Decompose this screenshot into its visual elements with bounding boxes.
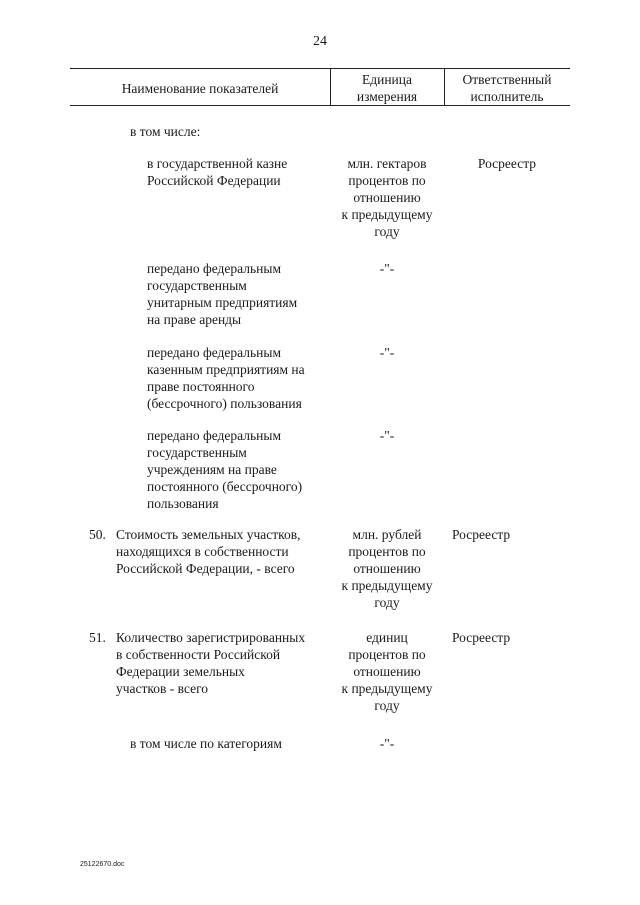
row51-unit-5: году (374, 698, 400, 713)
row52-name: в том числе по категориям (130, 736, 282, 751)
row4-name-3: учреждениям на праве (147, 462, 277, 477)
row50-unit-4: к предыдущему (341, 578, 433, 593)
col-name-header: Наименование показателей (121, 81, 279, 96)
row51-exec: Росреестр (452, 630, 511, 645)
row2-name-4: на праве аренды (147, 312, 242, 327)
row3-name-4: (бессрочного) пользования (147, 396, 302, 411)
row4-name-1: передано федеральным (147, 428, 282, 443)
row51-name-3: Федерации земельных (116, 664, 245, 679)
col-exec-header-line1: Ответственный (462, 72, 552, 87)
row51-name-2: в собственности Российской (116, 647, 281, 662)
header-bottom-rule (70, 105, 570, 106)
row1-unit-4: к предыдущему (341, 207, 433, 222)
row50-number: 50. (89, 527, 106, 542)
row50-name-1: Стоимость земельных участков, (116, 527, 301, 542)
row2-unit: -"- (379, 261, 395, 276)
row1-exec: Росреестр (477, 156, 537, 171)
including-label: в том числе: (130, 124, 201, 139)
row1-name-1: в государственной казне (147, 156, 288, 171)
col-unit-header-line1: Единица (361, 72, 412, 87)
row50-exec: Росреестр (452, 527, 511, 542)
row4-name-4: постоянного (бессрочного) (147, 479, 303, 494)
row1-unit-5: году (374, 224, 400, 239)
row50-name-3: Российской Федерации, - всего (116, 561, 295, 576)
row1-unit-1: млн. гектаров (347, 156, 427, 171)
row50-unit-3: отношению (353, 561, 421, 576)
col-unit-header-line2: измерения (356, 89, 418, 104)
row51-unit-3: отношению (353, 664, 421, 679)
document-filename: 25122670.doc (80, 861, 125, 868)
row1-unit-3: отношению (353, 190, 421, 205)
row1-name-2: Российской Федерации (147, 173, 281, 188)
row50-unit-2: процентов по (348, 544, 426, 559)
row51-unit-2: процентов по (348, 647, 426, 662)
header-top-rule (70, 68, 570, 69)
row51-unit-1: единиц (366, 630, 408, 645)
row3-name-1: передано федеральным (147, 345, 282, 360)
row50-unit-5: году (374, 595, 400, 610)
row2-name-3: унитарным предприятиям (147, 295, 298, 310)
row51-name-4: участков - всего (116, 681, 209, 696)
page-number: 24 (313, 34, 327, 49)
row51-name-1: Количество зарегистрированных (116, 630, 306, 645)
row4-name-2: государственным (147, 445, 247, 460)
row2-name-1: передано федеральным (147, 261, 282, 276)
row3-unit: -"- (379, 345, 395, 360)
row1-unit-2: процентов по (348, 173, 426, 188)
row3-name-2: казенным предприятиям на (147, 362, 305, 377)
col-exec-header-line2: исполнитель (470, 89, 544, 104)
row51-unit-4: к предыдущему (341, 681, 433, 696)
row50-unit-1: млн. рублей (352, 527, 422, 542)
row52-unit: -"- (379, 736, 395, 751)
row51-number: 51. (89, 630, 106, 645)
row4-unit: -"- (379, 428, 395, 443)
row50-name-2: находящихся в собственности (116, 544, 289, 559)
row3-name-3: праве постоянного (147, 379, 255, 394)
row2-name-2: государственным (147, 278, 247, 293)
row4-name-5: пользования (147, 496, 219, 511)
